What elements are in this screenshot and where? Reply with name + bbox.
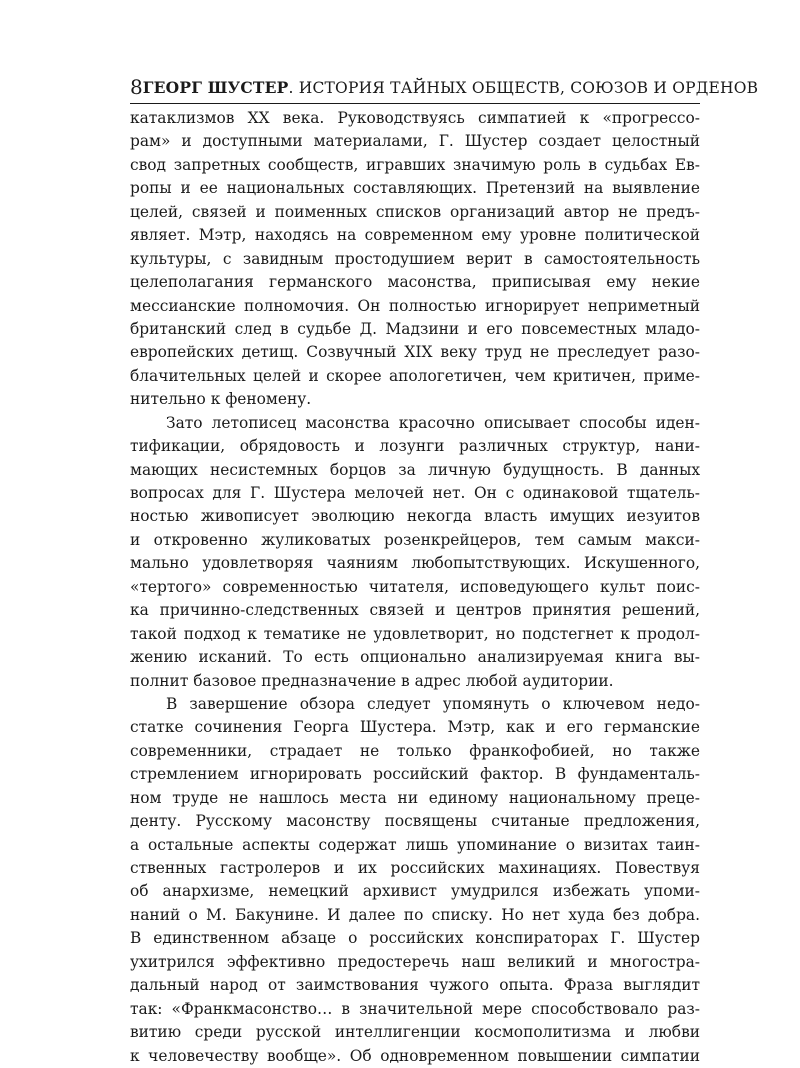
text-line: ка причинно-следственных связей и центров принятия решений, [130, 601, 700, 620]
text-line: нительно к феномену. [130, 390, 312, 409]
text-line: а остальные аспекты содержат лишь упоминание о визитах таин- [130, 835, 700, 854]
text-line: стремлением игнорировать российский фактор. В фундаменталь- [130, 765, 700, 784]
text-line: целей, связей и поименных списков организаций автор не предъ- [130, 202, 700, 221]
text-line: ном труде не нашлось места ни единому национальному преце- [130, 788, 700, 807]
text-line: такой подход к тематике не удовлетворит, но подстегнет к продол- [130, 624, 700, 643]
text-line: В единственном абзаце о российских конспираторах Г. Шустер [130, 929, 700, 948]
text-line: вопросах для Г. Шустера мелочей нет. Он с одинаковой тщатель- [130, 484, 700, 502]
text-line: об анархизме, немецкий архивист умудрился избежать упоми- [130, 882, 700, 901]
running-head-author: ГЕОРГ ШУСТЕР [142, 77, 289, 97]
text-line: британский след в судьбе Д. Мадзини и его повсеместных младо- [130, 319, 700, 338]
text-line: тификации, обрядовость и лозунги различных структур, нани- [130, 437, 700, 456]
text-line: денту. Русскому масонству посвящены считаные предложения, [130, 812, 700, 831]
text-line: блачительных целей и скорее апологетичен, чем критичен, приме- [130, 366, 700, 385]
text-line: витию среди русской интеллигенции космополитизма и любви [130, 1023, 700, 1042]
page-number: 8 [130, 75, 143, 99]
text-line: наний о М. Бакунине. И далее по списку. Но нет худа без добра. [130, 905, 700, 924]
text-line: культуры, с завидным простодушием верит в самостоятельность [130, 249, 700, 268]
text-line: ухитрился эффективно предостеречь наш великий и многостра- [130, 952, 700, 971]
text-line: жению исканий. То есть опционально анализируемая книга вы- [130, 648, 700, 667]
text-line: мающих несистемных борцов за личную будущность. В данных [130, 460, 700, 479]
running-head-title: . ИСТОРИЯ ТАЙНЫХ ОБЩЕСТВ, СОЮЗОВ И ОРДЕНОВ [288, 78, 759, 97]
running-header [130, 74, 759, 100]
text-line: ственных гастролеров и их российских махинациях. Повествуя [130, 859, 700, 877]
text-line: являет. Мэтр, находясь на современном ему уровне политической [130, 226, 700, 245]
text-line: к человечеству вообще». Об одновременном повышении симпатии [130, 1046, 700, 1065]
text-line: европейских детищ. Созвучный XIX веку труд не преследует разо- [130, 343, 700, 362]
header-rule [130, 103, 700, 104]
text-line: катаклизмов XX века. Руководствуясь симпатией к «прогрессо- [130, 109, 700, 127]
text-line: статке сочинения Георга Шустера. Мэтр, как и его германские [130, 718, 700, 737]
text-line: В завершение обзора следует упомянуть о ключевом недо- [166, 694, 700, 713]
text-line: Зато летописец масонства красочно описывает способы иден- [166, 413, 700, 432]
text-line: мально удовлетворяя чаяниям любопытствующих. Искушенного, [130, 554, 700, 573]
running-head [143, 78, 759, 97]
text-line: «тертого» современностью читателя, исповедующего культ поис- [130, 577, 700, 596]
text-line: так: «Франкмасонство… в значительной мере способствовало раз- [130, 999, 700, 1018]
text-line: целеполагания германского масонства, приписывая ему некие [130, 273, 700, 292]
text-line: полнит базовое предназначение в адрес любой аудитории. [130, 671, 614, 690]
text-line: и откровенно жуликоватых розенкрейцеров, тем самым макси- [130, 530, 700, 549]
text-line: ропы и ее национальных составляющих. Претензий на выявление [130, 179, 700, 198]
text-line: рам» и доступными материалами, Г. Шустер создает целостный [130, 132, 700, 151]
text-line: дальный народ от заимствования чужого опыта. Фраза выглядит [130, 976, 700, 995]
body-text [130, 107, 700, 1068]
text-line: ностью живописует эволюцию некогда власть имущих иезуитов [130, 507, 700, 526]
text-line: мессианские полномочия. Он полностью игнорирует неприметный [130, 296, 700, 315]
text-line: свод запретных сообществ, игравших значимую роль в судьбах Ев- [130, 155, 700, 174]
text-line: современники, страдает не только франкофобией, но также [130, 741, 700, 760]
